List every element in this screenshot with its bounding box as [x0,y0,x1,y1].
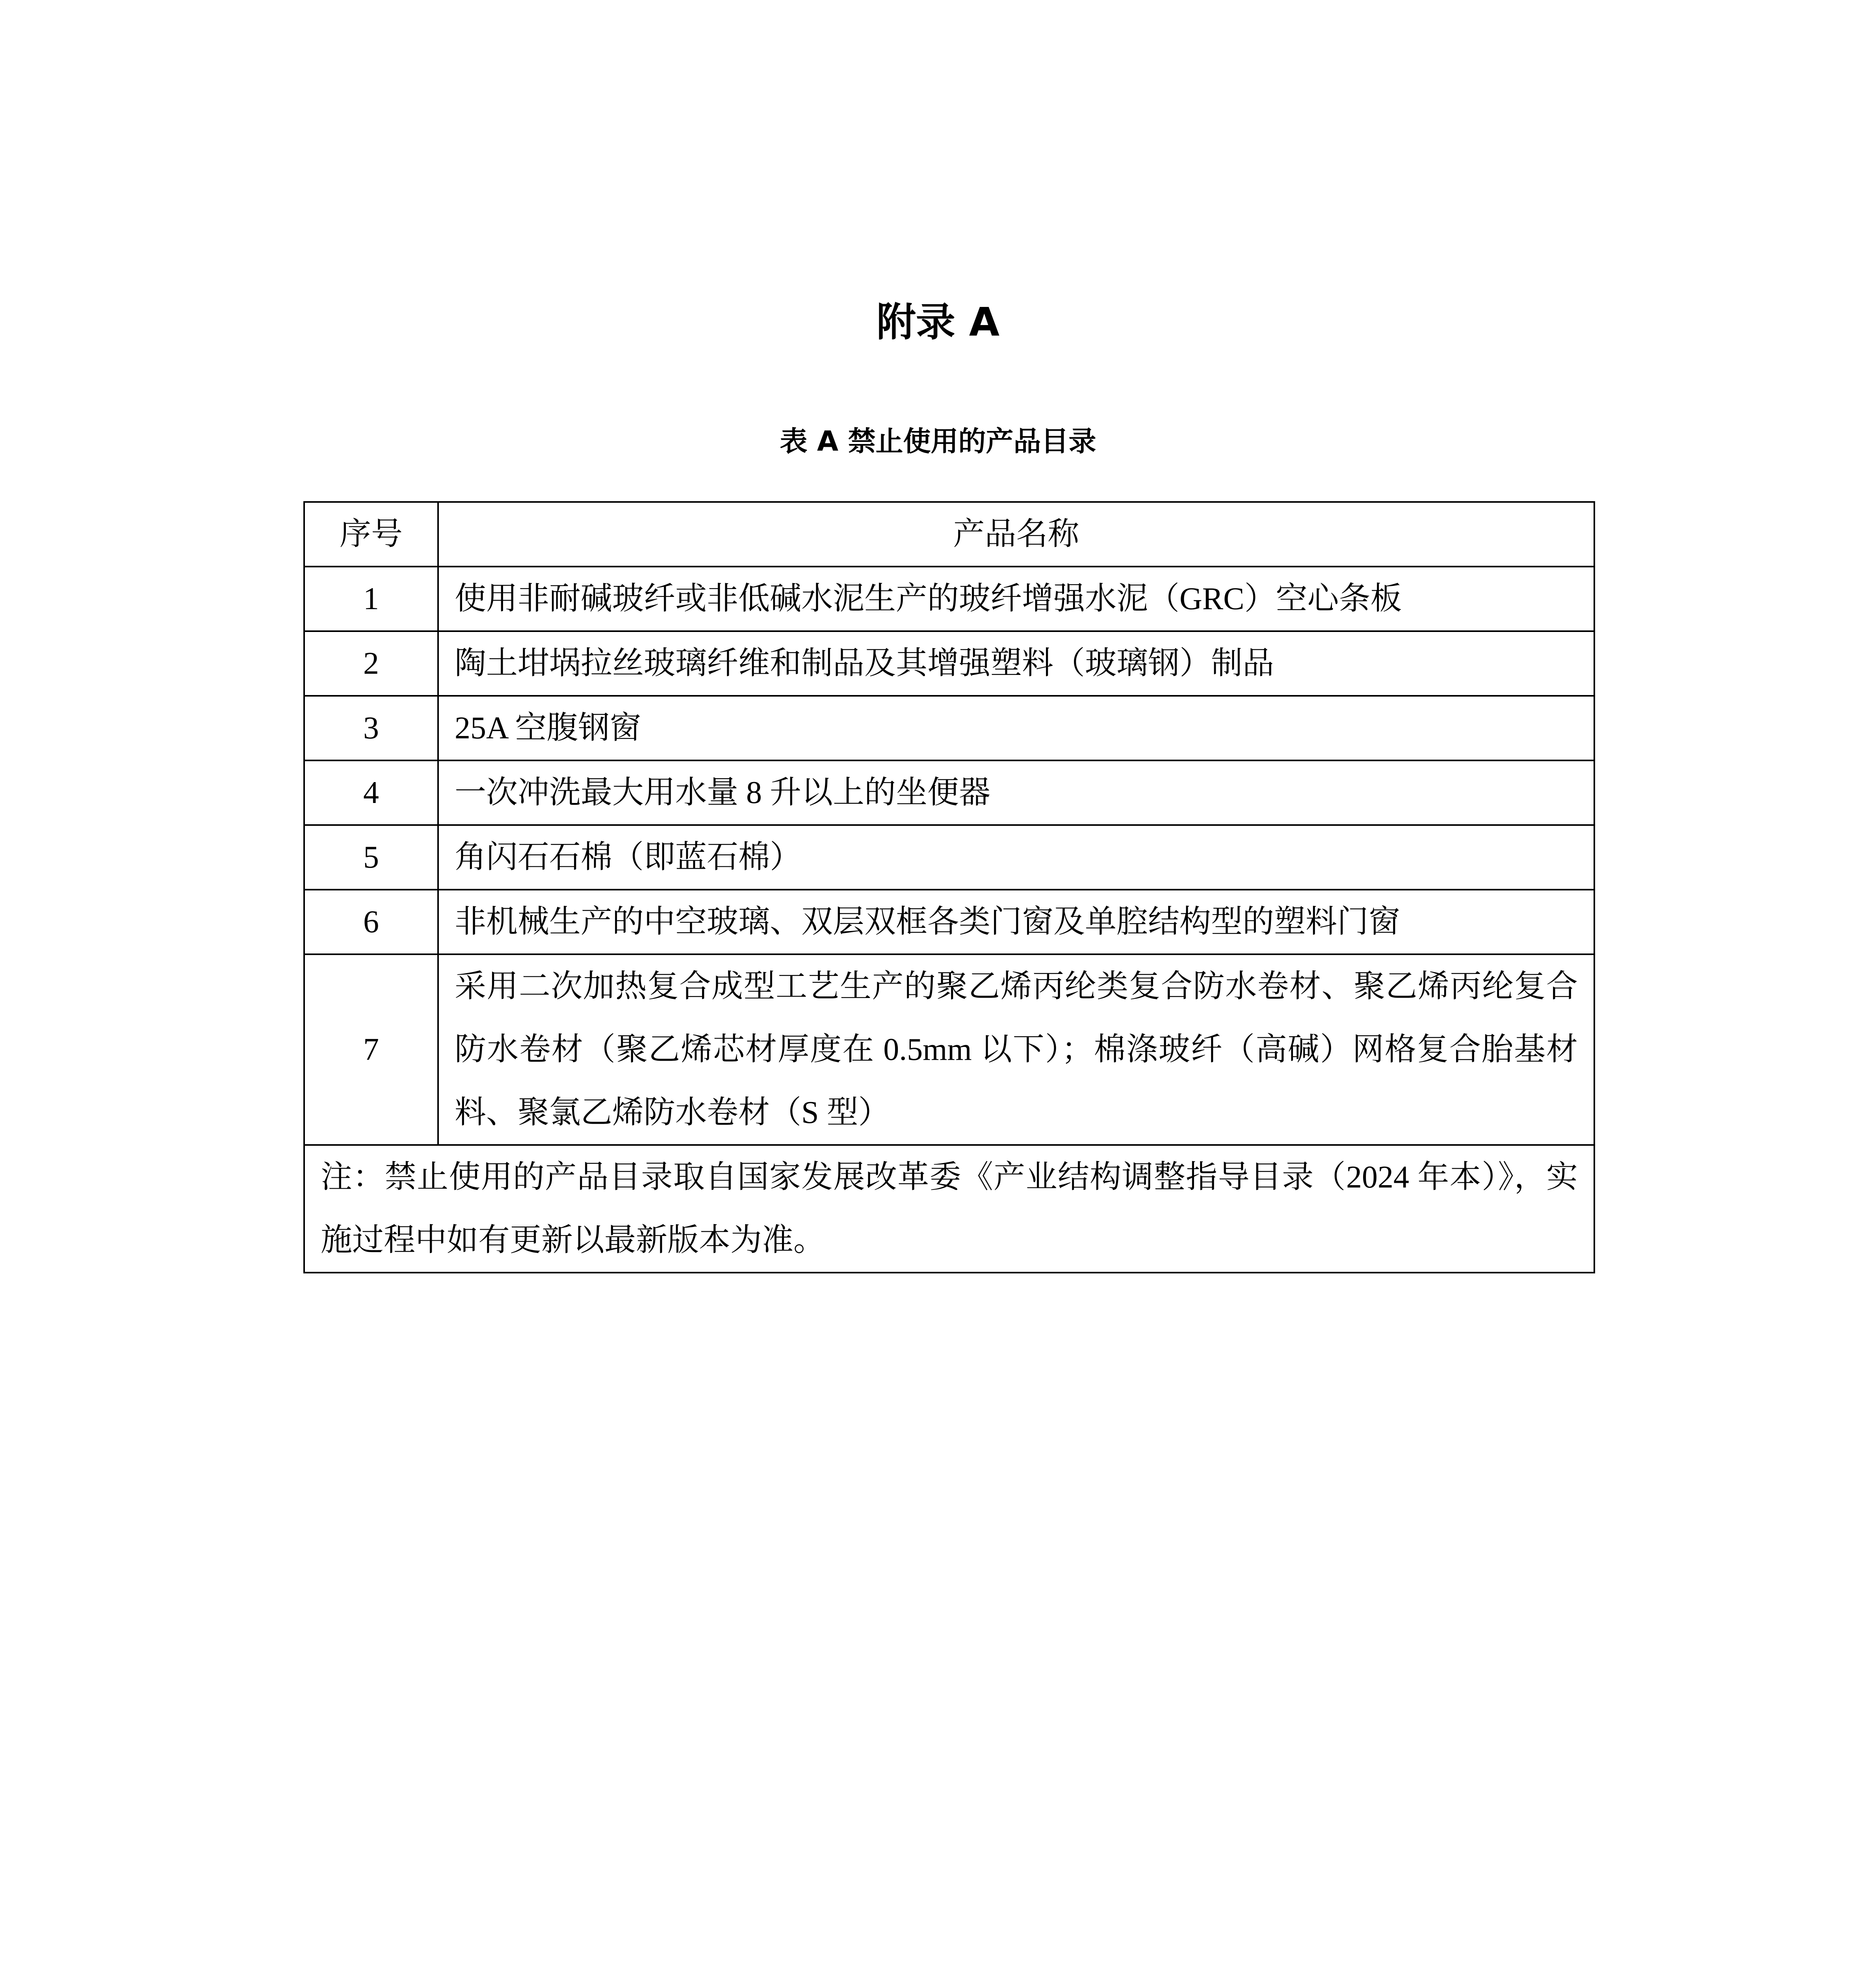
product-name: 角闪石石棉（即蓝石棉） [438,825,1594,890]
table-row [304,631,1594,696]
row-number: 2 [304,631,438,696]
table-row [304,954,1594,1145]
table-row [304,825,1594,890]
table-note: 注：禁止使用的产品目录取自国家发展改革委《产业结构调整指导目录（2024 年本）》，实施过程中如有更新以最新版本为准。 [304,1145,1594,1273]
product-name: 非机械生产的中空玻璃、双层双框各类门窗及单腔结构型的塑料门窗 [438,890,1594,954]
table-note-row [304,1145,1594,1273]
table-row [304,890,1594,954]
product-name: 25A 空腹钢窗 [438,696,1594,760]
header-serial-number: 序号 [304,502,438,567]
appendix-title: 附录 A [876,299,1000,345]
table-row [304,567,1594,631]
product-name: 使用非耐碱玻纤或非低碱水泥生产的玻纤增强水泥（GRC）空心条板 [438,567,1594,631]
row-number: 3 [304,696,438,760]
row-number: 1 [304,567,438,631]
product-name: 陶土坩埚拉丝玻璃纤维和制品及其增强塑料（玻璃钢）制品 [438,631,1594,696]
table-row [304,760,1594,825]
header-product-name: 产品名称 [438,502,1594,567]
row-number: 4 [304,760,438,825]
table-row [304,696,1594,760]
row-number: 6 [304,890,438,954]
product-name: 采用二次加热复合成型工艺生产的聚乙烯丙纶类复合防水卷材、聚乙烯丙纶复合防水卷材（聚乙烯芯材厚度在 0.5mm 以下）；棉涤玻纤（高碱）网格复合胎基材料、聚氯乙烯防水卷材（S 型） [438,954,1594,1145]
row-number: 5 [304,825,438,890]
table-caption: 表 A 禁止使用的产品目录 [780,425,1096,457]
row-number: 7 [304,954,438,1145]
product-name: 一次冲洗最大用水量 8 升以上的坐便器 [438,760,1594,825]
table-header-row [304,502,1594,567]
prohibited-products-table [303,501,1595,1273]
